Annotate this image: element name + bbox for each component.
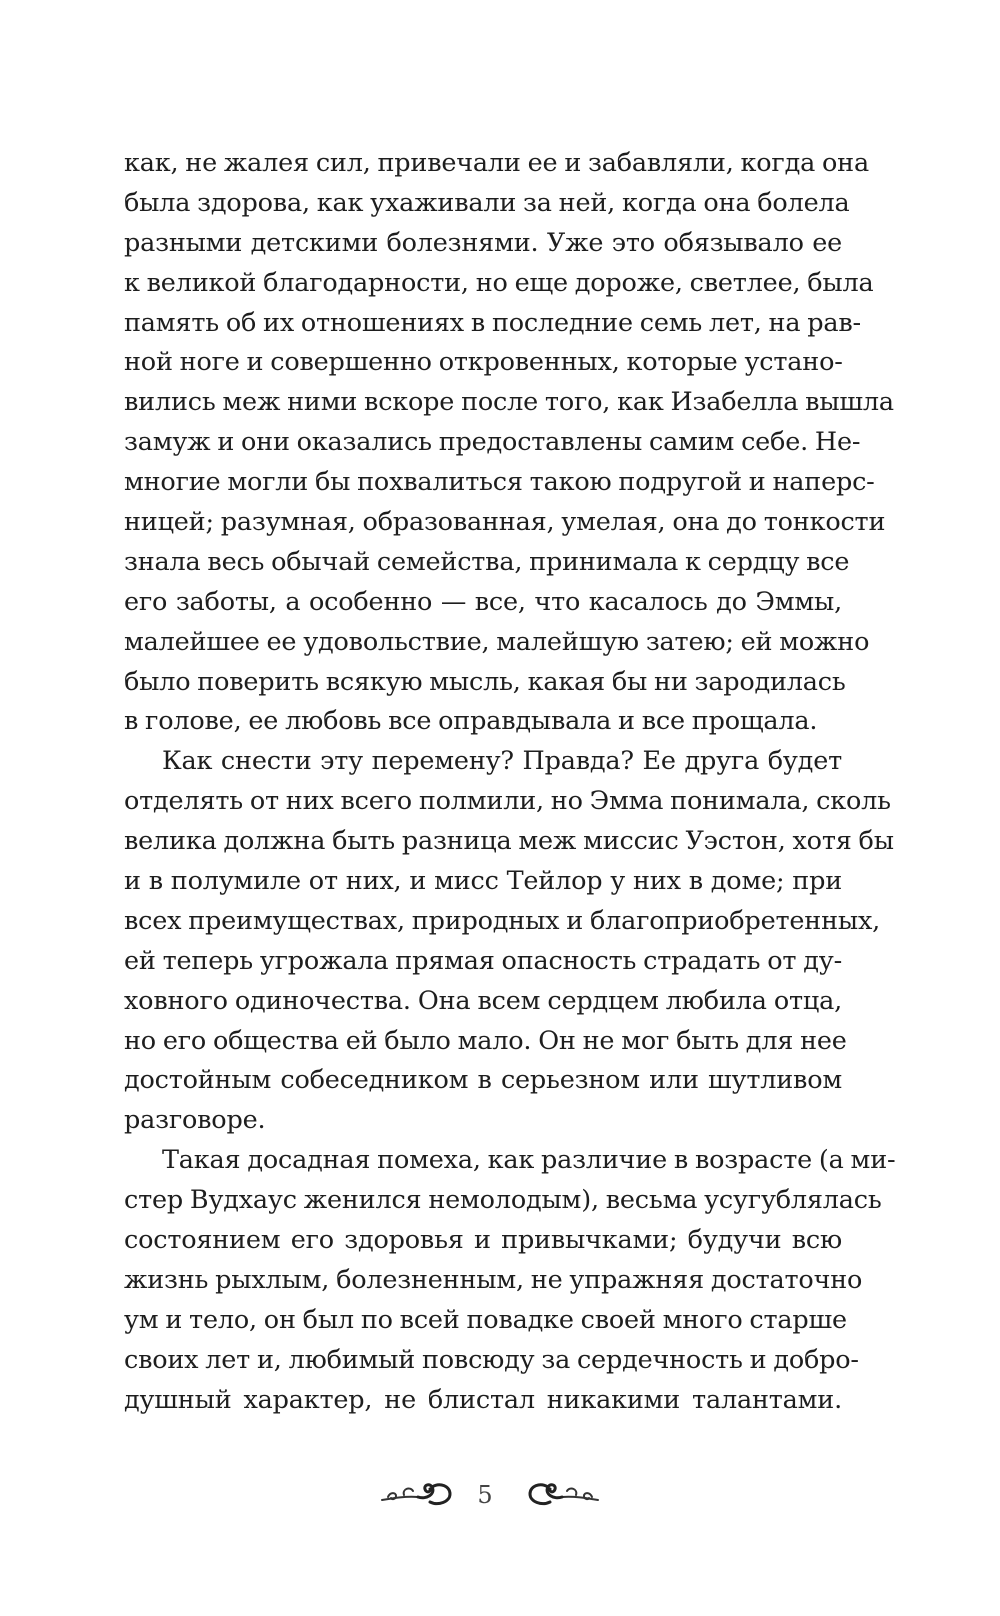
flourish-right-icon <box>520 1478 600 1512</box>
body-text <box>124 144 896 1421</box>
text-line: как, не жалея сил, привечали ее и забавляли, когда она <box>124 148 869 178</box>
text-line: велика должна быть разница меж миссис Уэстон, хотя бы <box>124 826 894 857</box>
text-line: разговоре. <box>124 1105 266 1136</box>
text-line: достойным собеседником в серьезном или шутливом <box>124 1065 842 1096</box>
text-line: вились меж ними вскоре после того, как Изабелла вышла <box>124 387 894 418</box>
text-line: но его общества ей было мало. Он не мог быть для нее <box>124 1025 847 1056</box>
text-line: замуж и они оказались предоставлены самим себе. Не- <box>124 427 861 458</box>
text-line: ей теперь угрожала прямая опасность страдать от ду- <box>124 945 842 976</box>
text-line: отделять от них всего полмили, но Эмма понимала, сколь <box>124 786 891 817</box>
text-line: многие могли бы похвалиться такою подругой и наперс- <box>124 467 875 498</box>
page-footer <box>0 1478 1000 1528</box>
text-line: разными детскими болезнями. Уже это обязывало ее <box>124 227 842 258</box>
text-line: ум и тело, он был по всей повадке своей много старше <box>124 1304 847 1335</box>
text-line: ховного одиночества. Она всем сердцем любила отца, <box>124 985 842 1016</box>
text-line: стер Вудхаус женился немолодым), весьма усугублялась <box>124 1185 882 1216</box>
text-line: малейшее ее удовольствие, малейшую затею; ей можно <box>124 626 870 657</box>
text-line: память об их отношениях в последние семь лет, на рав- <box>124 307 861 338</box>
page-number: 5 <box>477 1481 493 1509</box>
text-line: жизнь рыхлым, болезненным, не упражняя достаточно <box>124 1264 863 1295</box>
flourish-left-icon <box>380 1478 460 1512</box>
text-line: знала весь обычай семейства, принимала к сердцу все <box>124 546 850 577</box>
text-line: ницей; разумная, образованная, умелая, она до тонкости <box>124 507 886 538</box>
text-line: состоянием его здоровья и привычками; будучи всю <box>124 1225 842 1256</box>
text-line: была здорова, как ухаживали за ней, когда она болела <box>124 187 850 218</box>
text-line: и в полумиле от них, и мисс Тейлор у них в доме; при <box>124 866 842 897</box>
text-line: ной ноге и совершенно откровенных, которые устано- <box>124 347 843 378</box>
text-line: его заботы, а особенно — все, что касалось до Эммы, <box>124 586 842 617</box>
text-line: душный характер, не блистал никакими талантами. <box>124 1384 842 1415</box>
text-line: Такая досадная помеха, как различие в возрасте (а ми- <box>162 1145 896 1176</box>
text-line: своих лет и, любимый повсюду за сердечность и добро- <box>124 1344 859 1375</box>
text-line: к великой благодарности, но еще дороже, светлее, была <box>124 267 874 298</box>
text-line: всех преимуществах, природных и благоприобретенных, <box>124 905 881 936</box>
text-line: Как снести эту перемену? Правда? Ее друга будет <box>162 746 842 777</box>
text-line: было поверить всякую мысль, какая бы ни зародилась <box>124 666 846 697</box>
text-line: в голове, ее любовь все оправдывала и все прощала. <box>124 706 818 737</box>
